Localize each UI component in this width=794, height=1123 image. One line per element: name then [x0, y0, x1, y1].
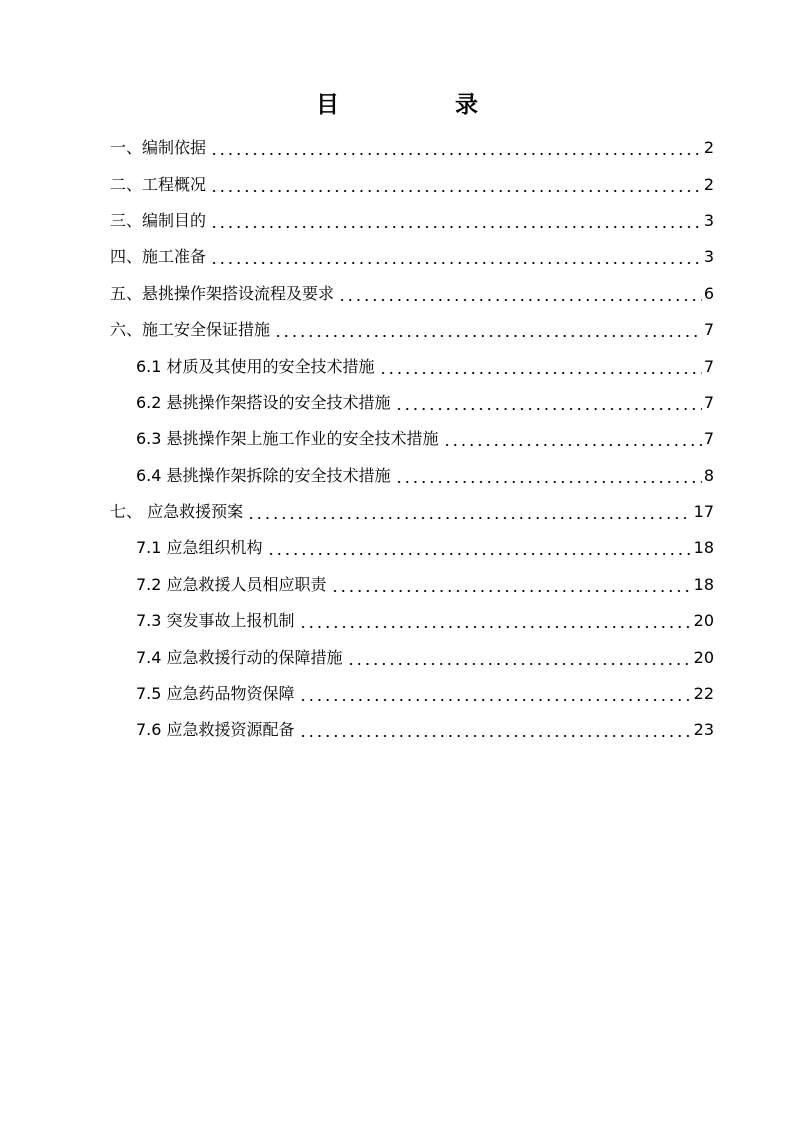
- toc-entry[interactable]: [110, 239, 714, 275]
- toc-entry[interactable]: [110, 203, 714, 239]
- toc-entry[interactable]: [110, 385, 714, 421]
- toc-dot-leader: [297, 722, 692, 742]
- toc-entry-page-number: 8: [703, 465, 714, 485]
- toc-entry[interactable]: [110, 421, 714, 457]
- toc-entry[interactable]: [110, 676, 714, 712]
- toc-entry-label: 七、 应急救援预案: [110, 502, 244, 522]
- toc-entry-page-number: 7: [703, 429, 714, 449]
- toc-dot-leader: [377, 359, 702, 379]
- toc-entry-label: 7.5 应急药品物资保障: [136, 684, 295, 704]
- toc-entry-label: 五、悬挑操作架搭设流程及要求: [110, 283, 335, 303]
- toc-dot-leader: [393, 395, 702, 415]
- toc-entry-label: 7.2 应急救援人员相应职责: [136, 574, 327, 594]
- toc-entry[interactable]: [110, 276, 714, 312]
- toc-entry[interactable]: [110, 530, 714, 566]
- toc-entry-page-number: 6: [703, 283, 714, 303]
- toc-entry-label: 6.4 悬挑操作架拆除的安全技术措施: [136, 465, 391, 485]
- toc-dot-leader: [297, 613, 692, 633]
- toc-entry-page-number: 18: [693, 574, 714, 594]
- toc-entry-label: 6.3 悬挑操作架上施工作业的安全技术措施: [136, 429, 439, 449]
- toc-entry[interactable]: [110, 166, 714, 202]
- toc-entry-page-number: 3: [703, 247, 714, 267]
- toc-entry-label: 7.4 应急救援行动的保障措施: [136, 647, 343, 667]
- toc-entry-page-number: 22: [693, 684, 714, 704]
- toc-entry-page-number: 17: [693, 502, 714, 522]
- toc-entry[interactable]: [110, 603, 714, 639]
- toc-dot-leader: [208, 213, 702, 233]
- toc-entry-label: 7.6 应急救援资源配备: [136, 720, 295, 740]
- toc-entry-page-number: 18: [693, 538, 714, 558]
- toc-entry[interactable]: [110, 348, 714, 384]
- toc-dot-leader: [345, 650, 692, 670]
- toc-entry[interactable]: [110, 130, 714, 166]
- toc-entry-label: 6.2 悬挑操作架搭设的安全技术措施: [136, 392, 391, 412]
- toc-entry-label: 6.1 材质及其使用的安全技术措施: [136, 356, 375, 376]
- toc-entry-page-number: 20: [693, 647, 714, 667]
- toc-entry-page-number: 7: [703, 320, 714, 340]
- toc-entry-page-number: 23: [693, 720, 714, 740]
- toc-dot-leader: [208, 177, 702, 197]
- toc-entry-page-number: 2: [703, 138, 714, 158]
- toc-entry[interactable]: [110, 312, 714, 348]
- toc-entry-label: 二、工程概况: [110, 174, 207, 194]
- toc-dot-leader: [297, 686, 692, 706]
- toc-entry[interactable]: [110, 458, 714, 494]
- toc-dot-leader: [208, 249, 702, 269]
- toc-entry-page-number: 7: [703, 392, 714, 412]
- toc-entry-label: 四、施工准备: [110, 247, 207, 267]
- toc-entry-label: 三、编制目的: [110, 210, 207, 230]
- toc-entry[interactable]: [110, 639, 714, 675]
- toc-dot-leader: [441, 431, 702, 451]
- toc-entry-page-number: 7: [703, 356, 714, 376]
- toc-dot-leader: [336, 286, 702, 306]
- toc-dot-leader: [272, 322, 702, 342]
- toc-dot-leader: [393, 468, 702, 488]
- toc-dot-leader: [245, 504, 692, 524]
- toc-list: [110, 130, 714, 749]
- toc-dot-leader: [265, 540, 692, 560]
- toc-entry[interactable]: [110, 712, 714, 748]
- toc-dot-leader: [208, 140, 702, 160]
- toc-entry-page-number: 20: [693, 611, 714, 631]
- toc-entry-label: 7.3 突发事故上报机制: [136, 611, 295, 631]
- toc-entry-label: 一、编制依据: [110, 138, 207, 158]
- toc-entry-label: 7.1 应急组织机构: [136, 538, 263, 558]
- toc-entry-label: 六、施工安全保证措施: [110, 320, 271, 340]
- toc-entry-page-number: 2: [703, 174, 714, 194]
- toc-entry-page-number: 3: [703, 210, 714, 230]
- toc-entry[interactable]: [110, 567, 714, 603]
- toc-dot-leader: [329, 577, 692, 597]
- toc-entry[interactable]: [110, 494, 714, 530]
- toc-title: 目 录: [315, 92, 532, 118]
